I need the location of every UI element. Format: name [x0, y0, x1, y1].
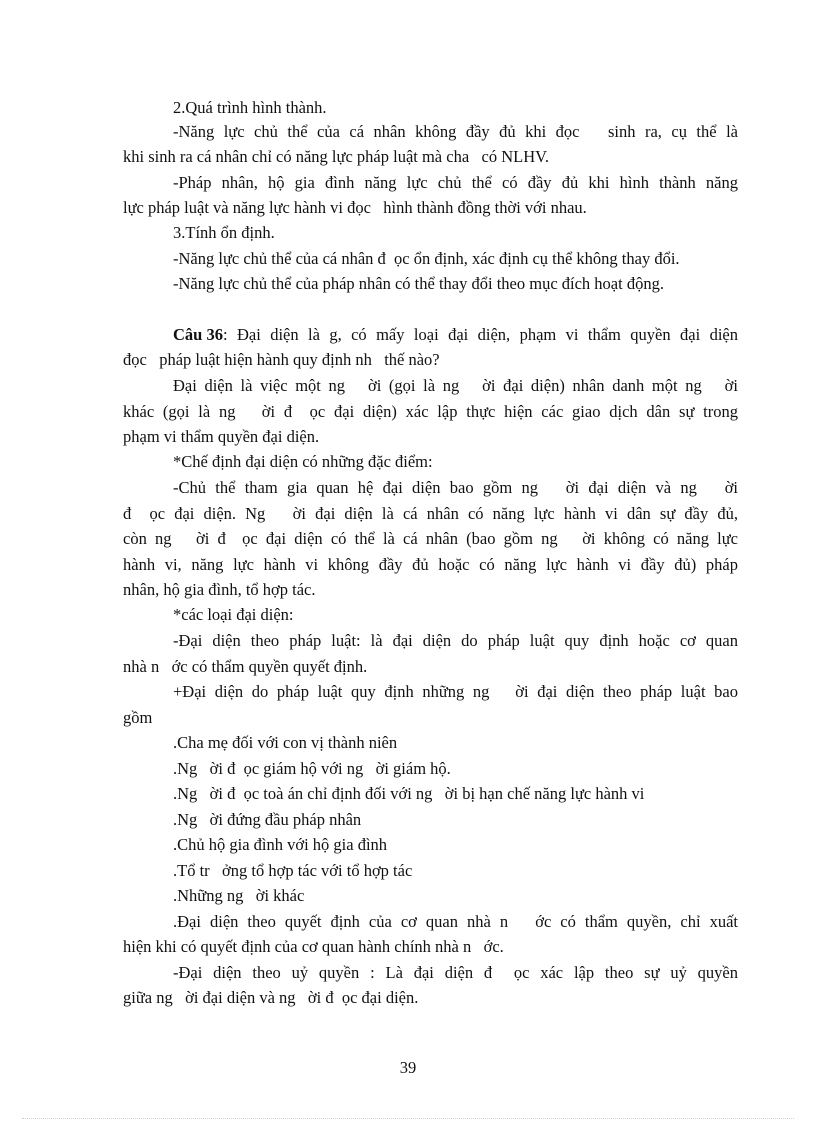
- heading-formation: 2.Quá trình hình thành.: [173, 98, 327, 117]
- list-item: .Cha mẹ đối với con vị thành niên: [173, 733, 398, 752]
- text-line: lực pháp luật và năng lực hành vi đọc hình thành đồng thời với nhau.: [123, 198, 587, 217]
- text-line: -Năng lực chủ thể của pháp nhân có thể thay đổi theo mục đích hoạt động.: [173, 274, 664, 293]
- text-line: giữa ng ời đại diện và ng ời đ ọc đại diện.: [123, 988, 419, 1007]
- list-item: .Ng ời đứng đầu pháp nhân: [173, 810, 362, 829]
- text-line: *Chế định đại diện có những đặc điểm:: [173, 452, 433, 471]
- text-line: gồm: [123, 708, 153, 727]
- heading-stability: 3.Tính ổn định.: [173, 223, 275, 242]
- text-line: đ ọc đại diện. Ng ời đại diện là cá nhân có năng lực hành vi dân sự đầy đủ,: [123, 504, 738, 523]
- text-line: phạm vi thẩm quyền đại diện.: [123, 427, 320, 446]
- text-line: *các loại đại diện:: [173, 605, 294, 624]
- text-line: -Đại diện theo uỷ quyền : Là đại diện đ ọc xác lập theo sự uỷ quyền: [173, 963, 738, 982]
- text-line: -Chủ thể tham gia quan hệ đại diện bao gồm ng ời đại diện và ng ời: [173, 478, 738, 497]
- question-text: : Đại diện là g, có mấy loại đại diện, phạm vi thẩm quyền đại diện: [222, 325, 738, 344]
- text-line: +Đại diện do pháp luật quy định những ng ời đại diện theo pháp luật bao: [173, 682, 738, 701]
- list-item: .Ng ời đ ọc giám hộ với ng ời giám hộ.: [173, 759, 451, 778]
- list-item: .Tổ tr ởng tổ hợp tác với tổ hợp tác: [173, 861, 413, 880]
- text-line: khác (gọi là ng ời đ ọc đại diện) xác lập thực hiện các giao dịch dân sự trong: [123, 402, 738, 421]
- text-line: -Năng lực chủ thể của cá nhân không đầy đủ khi đọc sinh ra, cụ thể là: [173, 122, 738, 141]
- text-line: còn ng ời đ ọc đại diện có thể là cá nhân (bao gồm ng ời không có năng lực: [123, 529, 738, 548]
- text-line: .Đại diện theo quyết định của cơ quan nhà n ớc có thẩm quyền, chỉ xuất: [173, 912, 738, 931]
- list-item: .Những ng ời khác: [173, 886, 305, 905]
- text-line: -Pháp nhân, hộ gia đình năng lực chủ thể có đầy đủ khi hình thành năng: [173, 173, 738, 192]
- footer-divider: [22, 1118, 794, 1119]
- text-line: hiện khi có quyết định của cơ quan hành chính nhà n ớc.: [123, 937, 504, 956]
- question-heading: [173, 324, 738, 346]
- text-line: hành vi, năng lực hành vi không đầy đủ hoặc có năng lực hành vi đầy đủ) pháp: [123, 555, 738, 574]
- question-label: Câu 36: [173, 325, 223, 344]
- text-line: nhà n ớc có thẩm quyền quyết định.: [123, 657, 368, 676]
- list-item: .Ng ời đ ọc toà án chỉ định đối với ng ời bị hạn chế năng lực hành vi: [173, 784, 645, 803]
- text-line: Đại diện là việc một ng ời (gọi là ng ời đại diện) nhân danh một ng ời: [173, 376, 738, 395]
- text-line: nhân, hộ gia đình, tổ hợp tác.: [123, 580, 316, 599]
- list-item: .Chủ hộ gia đình với hộ gia đình: [173, 835, 388, 854]
- text-line: khi sinh ra cá nhân chỉ có năng lực pháp luật mà cha có NLHV.: [123, 147, 550, 166]
- text-line: -Đại diện theo pháp luật: là đại diện do pháp luật quy định hoặc cơ quan: [173, 631, 738, 650]
- page-number: 39: [399, 1058, 417, 1077]
- text-line: đọc pháp luật hiện hành quy định nh thế nào?: [123, 350, 440, 369]
- text-line: -Năng lực chủ thể của cá nhân đ ọc ổn định, xác định cụ thể không thay đổi.: [173, 249, 680, 268]
